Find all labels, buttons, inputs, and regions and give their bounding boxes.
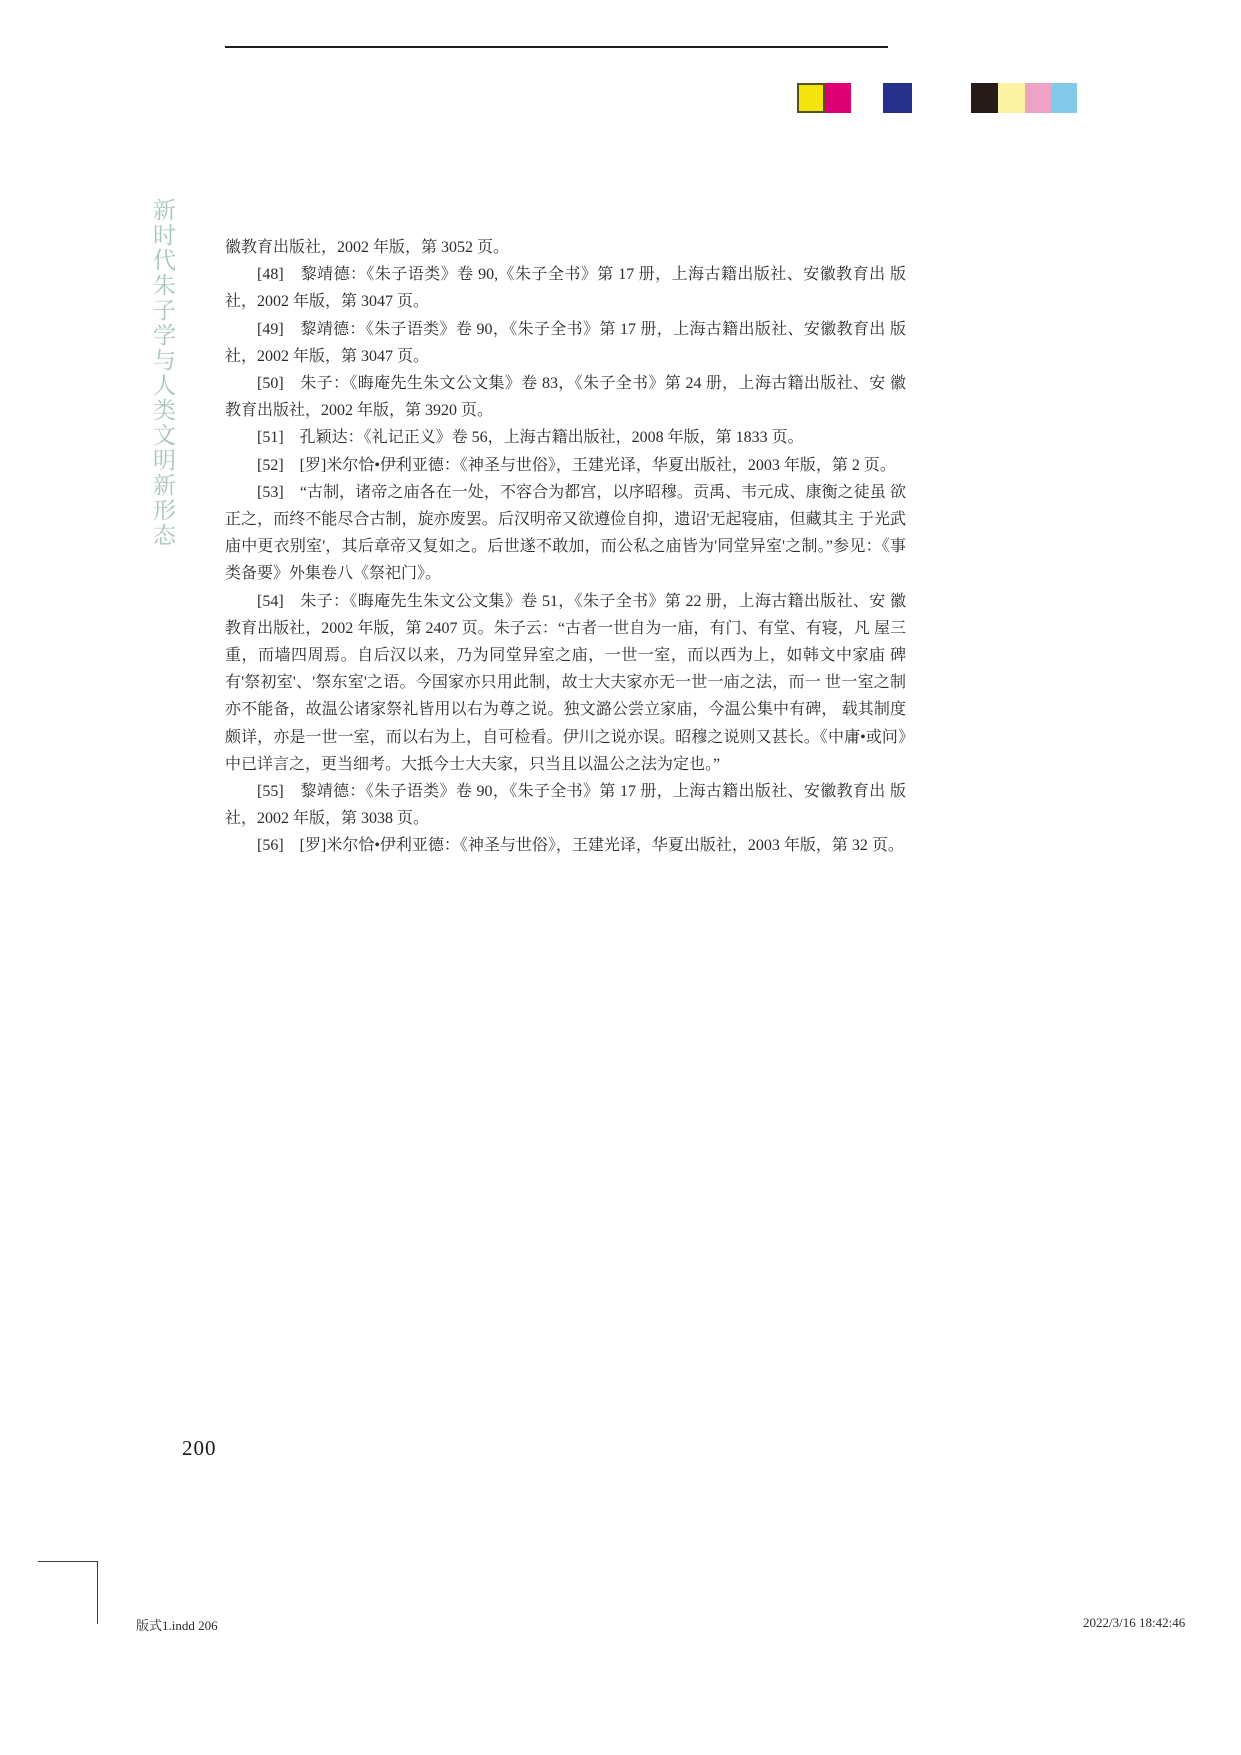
crop-mark-horizontal (38, 1561, 98, 1562)
navy-swatch-icon (883, 83, 912, 113)
page-number: 200 (182, 1436, 217, 1460)
pink-swatch-icon (1025, 83, 1051, 113)
cream-swatch-icon (998, 83, 1025, 113)
footnote-54: [54] 朱子：《晦庵先生朱文公文集》卷 51，《朱子全书》第 22 册，上海古籍出版社、安 徽教育出版社，2002 年版，第 2407 页。朱子云：“古者一世自为一庙，有门、有堂、有寝，凡 屋三重，而墙四周焉。自后汉以来，乃为同堂异室之庙，一世一室，而以西为上，如韩文中家庙 碑有'祭初室'、'祭东室'之语。今国家亦只用此制，故士大夫家亦无一世一庙之法，而一 世一室之制亦不能备，故温公诸家祭礼皆用以右为尊之说。独文潞公尝立家庙，今温公集中有碑， 载其制度颇详，亦是一世一室，而以右为上，自可检看。伊川之说亦误。昭穆之说则又甚长。《中庸•或问》中已详言之，更当细考。大抵今士大夫家，只当且以温公之法为定也。” (225, 592, 906, 773)
crop-mark-vertical (97, 1561, 98, 1624)
footnote-49: [49] 黎靖德：《朱子语类》卷 90，《朱子全书》第 17 册，上海古籍出版社、安徽教育出 版社，2002 年版，第 3047 页。 (225, 320, 906, 365)
file-slug: 版式1.indd 206 (136, 1618, 218, 1633)
footnotes-block (225, 234, 906, 860)
footnote-48: [48] 黎靖德：《朱子语类》卷 90,《朱子全书》第 17 册，上海古籍出版社、安徽教育出 版社，2002 年版，第 3047 页。 (225, 266, 906, 311)
footnote-50: [50] 朱子：《晦庵先生朱文公文集》卷 83，《朱子全书》第 24 册，上海古籍出版社、安 徽教育出版社，2002 年版，第 3920 页。 (225, 375, 906, 420)
footnote-53: [53] “古制，诸帝之庙各在一处，不容合为都宫，以序昭穆。贡禹、韦元成、康衡之徒虽 欲正之，而终不能尽合古制，旋亦废罢。后汉明帝又欲遵俭自抑，遗诏'无起寝庙，但藏其主 于光武庙中更衣别室'，其后章帝又复如之。后世遂不敢加，而公私之庙皆为'同堂异室'之制。”参见：《事类备要》外集卷八《祭祀门》。 (225, 483, 906, 583)
yellow-swatch-icon (797, 83, 825, 113)
cyan-swatch-icon (1051, 83, 1077, 113)
black-swatch-icon (971, 83, 998, 113)
print-timestamp: 2022/3/16 18:42:46 (1083, 1615, 1186, 1630)
magenta-swatch-icon (825, 83, 851, 113)
footnote-51: [51] 孔颖达：《礼记正义》卷 56，上海古籍出版社，2008 年版，第 1833 页。 (257, 429, 804, 447)
footnote-56: [56] [罗]米尔恰•伊利亚德：《神圣与世俗》，王建光译，华夏出版社，2003 年版，第 32 页。 (257, 837, 904, 855)
footnote-52: [52] [罗]米尔恰•伊利亚德：《神圣与世俗》，王建光译，华夏出版社，2003 年版，第 2 页。 (257, 456, 896, 474)
footnote-55: [55] 黎靖德：《朱子语类》卷 90，《朱子全书》第 17 册，上海古籍出版社、安徽教育出 版社，2002 年版，第 3038 页。 (225, 783, 906, 828)
header-rule (225, 46, 888, 48)
footnote-continuation: 徽教育出版社，2002 年版，第 3052 页。 (225, 239, 510, 256)
sidebar-book-title: 新时代朱子学与人类文明新形态 (150, 198, 175, 548)
